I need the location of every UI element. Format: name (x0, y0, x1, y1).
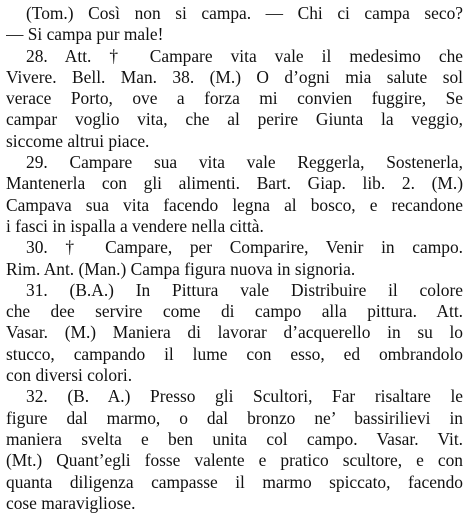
text-line: figure dal marmo, o dal bronzo ne’ bassirilievi in (6, 407, 463, 428)
text-line: che dee servire come di campo alla pittura. Att. (6, 301, 463, 322)
entry-tom-quote (6, 3, 463, 46)
text-line: verace Porto, ove a forza mi convien fuggire, Se (6, 88, 463, 109)
entry-31 (6, 280, 463, 386)
entry-heading-line: 28. Att. † Campare vita vale il medesimo che (26, 45, 463, 66)
text-line: Vasar. (M.) Maniera di lavorar d’acquerello in su lo (6, 322, 463, 343)
text-line: quanta diligenza campasse il marmo spiccato, facendo (6, 471, 463, 492)
text-line: con diversi colori. (6, 365, 133, 386)
text-line: cose maravigliose. (6, 492, 136, 513)
entry-heading-line: 31. (B.A.) In Pittura vale Distribuire il colore (26, 279, 463, 300)
entry-heading-line: 29. Campare sua vita vale Reggerla, Sostenerla, (26, 152, 463, 173)
entry-32 (6, 386, 463, 514)
text-line: (Mt.) Quant’egli fosse valente e pratico scultore, e con (6, 450, 463, 471)
text-line: Rim. Ant. (Man.) Campa figura nuova in signoria. (6, 258, 356, 279)
entry-30 (6, 237, 463, 280)
text-line: Campava sua vita facendo legna al bosco, e recandone (6, 194, 463, 215)
entry-29 (6, 152, 463, 237)
text-line: Vivere. Bell. Man. 38. (M.) O d’ogni mia salute sol (6, 66, 463, 87)
text-line: maniera svelta e ben unita col campo. Vasar. Vit. (6, 428, 463, 449)
entry-heading-line: 32. (B. A.) Presso gli Scultori, Far risaltare le (26, 386, 463, 407)
text-line: Mantenerla con gli alimenti. Bart. Giap. lib. 2. (M.) (6, 173, 463, 194)
text-line: (Tom.) Così non si campa. — Chi ci campa seco? (26, 3, 463, 23)
entry-heading-line: 30. † Campare, per Comparire, Venir in campo. (26, 237, 463, 258)
text-line: campar voglio vita, che al perire Giunta la veggio, (6, 109, 463, 130)
text-line: stucco, campando il lume con esso, ed ombrandolo (6, 343, 463, 364)
text-line: — Si campa pur male! (6, 24, 164, 45)
text-line: i fasci in ispalla a vendere nella città. (6, 215, 264, 236)
entry-28 (6, 46, 463, 152)
text-line: siccome altrui piace. (6, 130, 150, 151)
